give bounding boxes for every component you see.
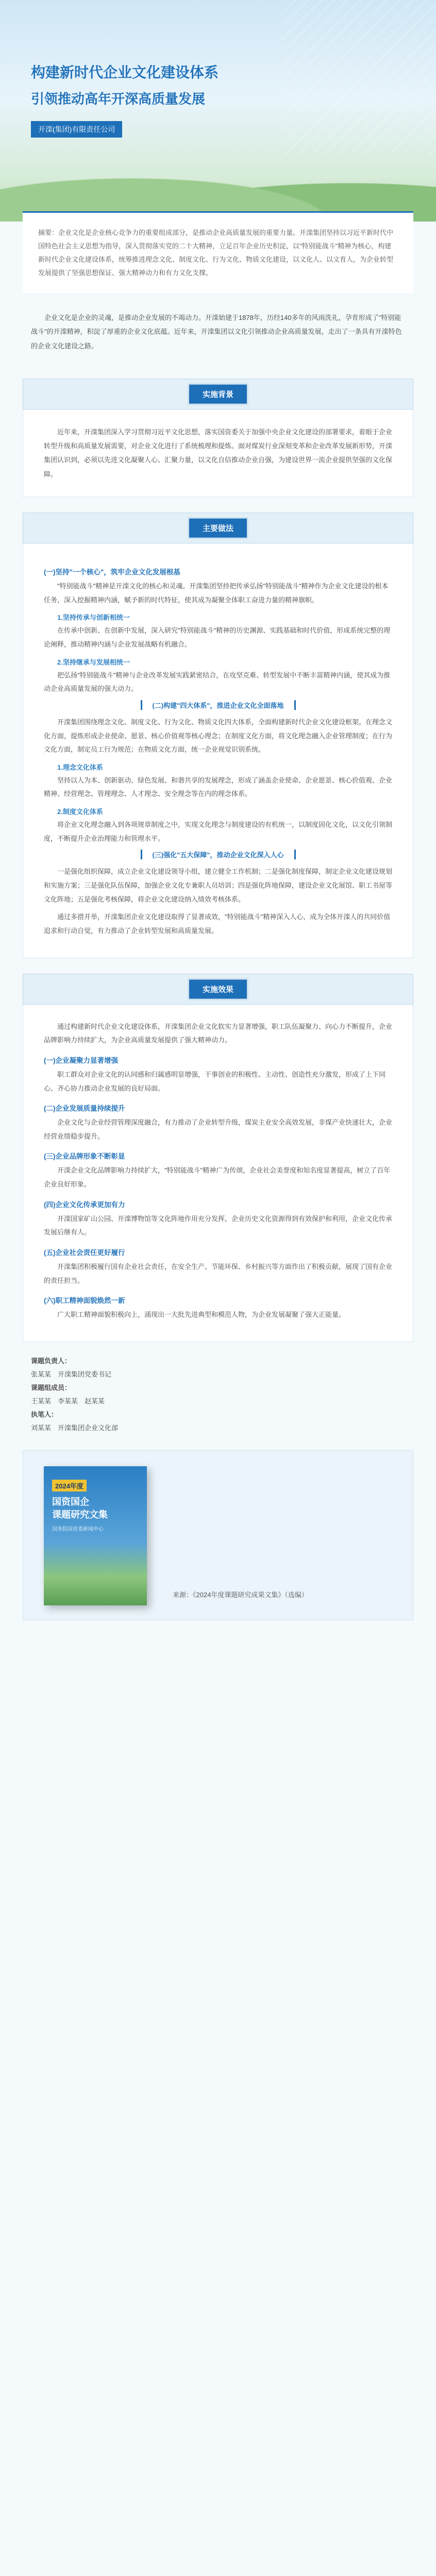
result-paragraph: 通过构建新时代企业文化建设体系，开滦集团企业文化软实力显著增强，职工队伍凝聚力、向心力不断提升，企业品牌影响力持续扩大，为企业高质量发展提供了强大精神动力。 (44, 1022, 393, 1044)
main-paragraph: 把弘扬"特别能战斗"精神与企业改革发展实践紧密结合，在攻坚克难、转型发展中不断丰富精神内涵，使其成为推动企业高质量发展的强大动力。 (44, 671, 391, 693)
footer-book-section (23, 1450, 413, 1620)
section-banner-background (23, 379, 413, 410)
main-heading-1: (一)坚持"一个核心"，筑牢企业文化发展根基 (44, 568, 180, 577)
editor-line: 课题组成员： (31, 1383, 72, 1392)
sub-heading-row (44, 850, 392, 860)
main-content (23, 544, 413, 958)
section-label-main: 主要做法 (189, 519, 247, 538)
main-paragraph: 一是强化组织保障，成立企业文化建设领导小组，建立健全工作机制；二是强化制度保障，制定企业文化建设规划和实施方案；三是强化队伍保障，加强企业文化专兼职人员培训；四是强化阵地保障，建设企业文化展馆、职工书屋等文化阵地；五是强化考核保障，将企业文化建设纳入绩效考核体系。 (44, 868, 393, 903)
section-banner-main (23, 513, 413, 544)
book-title: 国资国企 课题研究文集 (52, 1496, 108, 1520)
book-year: 2024年度 (52, 1480, 87, 1492)
editor-line: 执笔人： (31, 1410, 58, 1418)
main-heading-3: (三)强化"五大保障"，推动企业文化深入人心 (141, 850, 296, 859)
result-heading: (一)企业凝聚力显著增强 (44, 1056, 118, 1064)
source-text: 来源：《2024年度课题研究成果文集》（选编） (173, 1590, 308, 1599)
main-paragraph: 将企业文化理念融入到各项规章制度之中，实现文化理念与制度建设的有机统一，以制度固化文化，以文化引领制度，不断提升企业治理能力和管理水平。 (44, 821, 393, 842)
main-subheading: 1.坚持传承与创新相统一 (57, 614, 130, 622)
result-paragraph: 企业文化与企业经营管理深度融合，有力推动了企业转型升级，煤炭主业安全高效发展，非煤产业快速壮大，企业经营业绩稳步提升。 (44, 1118, 393, 1140)
result-paragraph: 职工群众对企业文化的认同感和归属感明显增强，干事创业的积极性、主动性、创造性充分激发，形成了上下同心、齐心协力推动企业发展的良好局面。 (44, 1070, 386, 1092)
result-paragraph: 广大职工精神面貌积极向上，涌现出一大批先进典型和模范人物，为企业发展凝聚了强大正能量。 (57, 1311, 346, 1319)
background-text: 近年来，开滦集团深入学习贯彻习近平文化思想，落实国资委关于加强中央企业文化建设的部署要求，着眼于企业转型升级和高质量发展需要，对企业文化进行了系统梳理和提炼。面对煤炭行业深刻变革和企业改革发展新形势，开滦集团认识到，必须以先进文化凝聚人心、汇聚力量，以文化自信推动企业自强，为建设世界一流企业提供坚强的文化保障。 (23, 410, 413, 497)
result-heading: (四)企业文化传承更加有力 (44, 1200, 125, 1209)
editor-label: 课题负责人： (31, 1357, 72, 1365)
hero-title: 构建新时代企业文化建设体系 (31, 64, 219, 80)
result-heading: (六)职工精神面貌焕然一新 (44, 1297, 125, 1305)
editor-line: 张某某 开滦集团党委书记 (31, 1370, 112, 1378)
book-cover (44, 1466, 147, 1605)
section-banner-result (23, 974, 413, 1005)
section-label-background: 实施背景 (189, 384, 247, 403)
editor-line: 刘某某 开滦集团企业文化部 (31, 1423, 119, 1432)
main-paragraph: 坚持以人为本、创新驱动、绿色发展、和谐共享的发展理念，形成了涵盖企业使命、企业愿景、核心价值观、企业精神、经营理念、管理理念、人才理念、安全理念等在内的理念体系。 (44, 776, 393, 798)
book-subtitle: 国务院国资委新闻中心 (52, 1527, 104, 1533)
result-heading: (五)企业社会责任更好履行 (44, 1249, 125, 1257)
main-paragraph: "特别能战斗"精神是开滦文化的核心和灵魂。开滦集团坚持把传承弘扬"特别能战斗"精神作为企业文化建设的根本任务，深入挖掘精神内涵，赋予新的时代特征，使其成为凝聚全体职工奋进力量的精神旗帜。 (44, 582, 389, 604)
result-paragraph: 开滦企业文化品牌影响力持续扩大，"特别能战斗"精神广为传颂，企业社会美誉度和知名度显著提高，树立了百年企业良好形象。 (44, 1166, 391, 1189)
main-subheading: 2.制度文化体系 (57, 808, 103, 816)
main-paragraph: 通过多措并举，开滦集团企业文化建设取得了显著成效，"特别能战斗"精神深入人心，成为全体开滦人的共同价值追求和行动自觉，有力推动了企业转型发展和高质量发展。 (44, 913, 391, 935)
editor-credits (31, 1354, 405, 1435)
hero-banner (0, 0, 436, 222)
sub-heading-row (44, 700, 392, 710)
main-heading-2: (二)构建"四大体系"，推进企业文化全面落地 (141, 700, 296, 710)
intro-paragraph: 企业文化是企业的灵魂，是推动企业发展的不竭动力。开滦始建于1878年，历经140多年的风雨洗礼，孕育形成了"特别能战斗"的开滦精神，积淀了厚重的企业文化底蕴。近年来，开滦集团以文化引领推动企业高质量发展，走出了一条具有开滦特色的企业文化建设之路。 (31, 314, 402, 350)
editor-line: 王某某 李某某 赵某某 (31, 1397, 105, 1405)
result-heading: (三)企业品牌形象不断彰显 (44, 1153, 125, 1161)
company-tag: 开滦(集团)有限责任公司 (31, 121, 122, 138)
section-label-result: 实施效果 (189, 979, 247, 998)
hero-subtitle: 引领推动高年开深高质量发展 (31, 91, 206, 107)
main-paragraph: 开滦集团围绕理念文化、制度文化、行为文化、物质文化四大体系，全面构建新时代企业文化建设框架。在理念文化方面，提炼形成企业使命、愿景、核心价值观等核心理念；在制度文化方面，将文化理念融入企业管理制度；在行为文化方面，制定员工行为规范；在物质文化方面，统一企业视觉识别系统。 (44, 718, 393, 754)
summary-box: 摘要：企业文化是企业核心竞争力的重要组成部分，是推动企业高质量发展的重要力量。开滦集团坚持以习近平新时代中国特色社会主义思想为指导，深入贯彻落实党的二十大精神，立足百年企业历史积淀，以"特别能战斗"精神为核心，构建新时代企业文化建设体系，统筹推进理念文化、制度文化、行为文化、物质文化建设，以文化人、以文育人，为企业转型发展提供了坚强思想保证、强大精神动力和有力文化支撑。 (23, 211, 413, 293)
main-paragraph: 在传承中创新、在创新中发展，深入研究"特别能战斗"精神的历史渊源、实践基础和时代价值，形成系统完整的理论阐释，推动精神内涵与企业发展战略有机融合。 (44, 626, 391, 648)
result-content (23, 1005, 413, 1342)
main-subheading: 2.坚持继承与发展相统一 (57, 658, 130, 666)
result-paragraph: 开滦集团积极履行国有企业社会责任，在安全生产、节能环保、乡村振兴等方面作出了积极贡献，展现了国有企业的责任担当。 (44, 1263, 393, 1284)
result-paragraph: 开滦国家矿山公园、开滦博物馆等文化阵地作用充分发挥，企业历史文化资源得到有效保护和利用，企业文化传承发展后继有人。 (44, 1214, 393, 1236)
result-heading: (二)企业发展质量持续提升 (44, 1105, 125, 1113)
main-subheading: 1.理念文化体系 (57, 763, 103, 771)
